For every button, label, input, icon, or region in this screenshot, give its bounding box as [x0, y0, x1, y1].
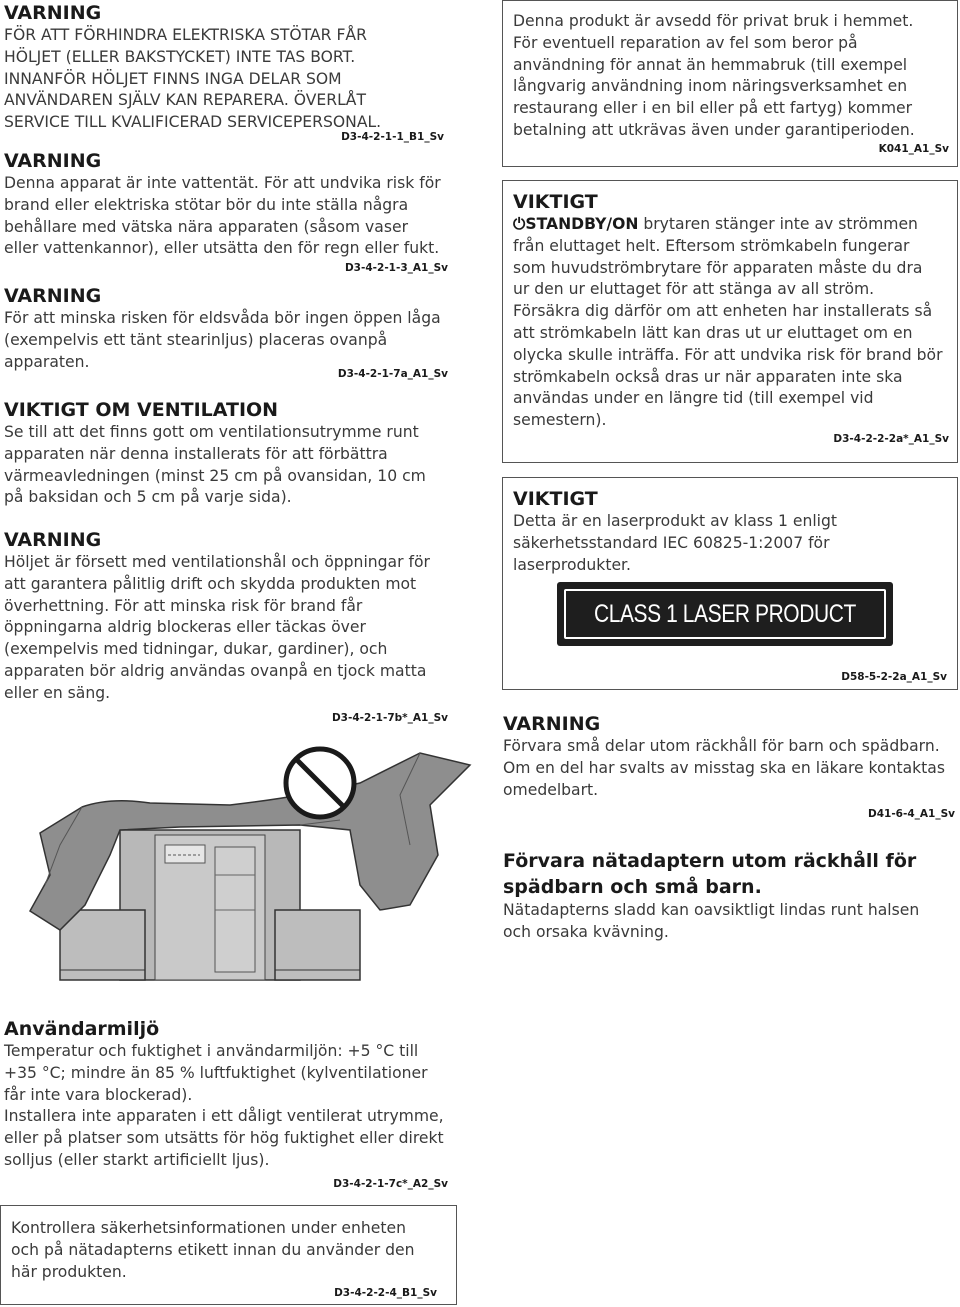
body-text: [11, 1218, 446, 1283]
text-line: INNANFÖR HÖLJET FINNS INGA DELAR SOM: [4, 69, 342, 88]
text-line: från eluttaget helt. Eftersom strömkabeln fungerar: [513, 236, 910, 255]
doc-code: K041_A1_Sv: [878, 142, 949, 155]
text-line: apparaten när denna installerats för att förbättra: [4, 444, 388, 463]
text-line: apparaten bör aldrig användas ovanpå en tjock matta: [4, 661, 427, 680]
text-line: laserprodukter.: [513, 555, 631, 574]
ventilation-illustration: [0, 735, 500, 985]
text-line: olycka skulle inträffa. För att undvika risk för brand bör: [513, 345, 943, 364]
text-line: HÖLJET (ELLER BAKSTYCKET) INTE TAS BORT.: [4, 47, 356, 66]
heading-line: spädbarn och små barn.: [503, 876, 762, 898]
text-line: att strömkabeln lätt kan dras ut ur eluttaget om en: [513, 323, 913, 342]
doc-code: D41-6-4_A1_Sv: [868, 808, 955, 821]
small-parts-section: [503, 713, 955, 821]
heading: VARNING: [4, 150, 102, 172]
laser-box: [502, 477, 958, 690]
text-line: Denna apparat är inte vattentät. För att undvika risk för: [4, 174, 441, 192]
body-text: [4, 422, 448, 509]
text-line: användning för annat än hemmabruk (till exempel: [513, 55, 908, 74]
power-icon: ⏻: [513, 215, 526, 233]
heading-line: Förvara nätadaptern utom räckhåll för: [503, 850, 917, 872]
heading: Användarmiljö: [4, 1018, 160, 1040]
text-line: Förvara små delar utom räckhåll för barn och spädbarn.: [503, 737, 940, 755]
private-use-box: [502, 0, 958, 167]
text-line: värmeavledningen (minst 25 cm på ovansidan, 10 cm: [4, 466, 426, 485]
text-line: semestern).: [513, 411, 607, 430]
doc-code: D3-4-2-1-7a_A1_Sv: [337, 368, 448, 381]
standby-box: [502, 180, 958, 463]
text-line: Höljet är försett med ventilationshål och öppningar för: [4, 553, 430, 571]
warning-section-2: [4, 150, 448, 275]
body-text: [4, 25, 444, 134]
text-line: Denna produkt är avsedd för privat bruk i hemmet.: [513, 12, 914, 30]
text-line: [513, 214, 949, 236]
text-line: långvarig användning inom näringsverksamhet en: [513, 77, 908, 96]
heading: VARNING: [4, 285, 102, 307]
body-text: [513, 214, 949, 432]
heading: [503, 848, 955, 900]
body-text: [4, 552, 448, 705]
ventilation-section: [4, 399, 448, 509]
text-line: ur den ur eluttaget för att stänga av all ström.: [513, 280, 875, 299]
text-line: och orsaka kvävning.: [503, 922, 669, 941]
body-text: [513, 11, 949, 142]
doc-code: D3-4-2-1-7c*_A2_Sv: [333, 1177, 448, 1190]
text-line: här produkten.: [11, 1262, 127, 1281]
body-text: [4, 173, 448, 260]
body-text: [513, 511, 949, 576]
text-line: Om en del har svalts av misstag ska en läkare kontaktas: [503, 758, 945, 777]
text-line: ANVÄNDAREN SJÄLV KAN REPARERA. ÖVERLÅT: [4, 91, 366, 110]
laser-label-inner: [564, 589, 886, 639]
text-line: på baksidan och 5 cm på varje sida).: [4, 488, 292, 507]
environment-section: [4, 1018, 448, 1191]
text-line: och på nätadapterns etikett innan du använder den: [11, 1240, 415, 1259]
heading: VIKTIGT: [513, 191, 598, 213]
text-line: eller en säng.: [4, 683, 111, 702]
doc-code: D58-5-2-2a_A1_Sv: [841, 671, 947, 683]
text-line: användas under en längre tid (till exempel vid: [513, 389, 874, 408]
text-line: eller på platser som utsätts för hög fuktighet eller direkt: [4, 1129, 444, 1148]
text-line: +35 °C; mindre än 85 % luftfuktighet (kylventilationer: [4, 1063, 428, 1082]
laser-class-label: [557, 582, 893, 646]
no-covering-prohibition-icon: [0, 735, 500, 985]
laser-label-text: CLASS 1 LASER PRODUCT: [594, 599, 856, 628]
text-line: eller vattenkannor), eller utsätta den för regn eller fukt.: [4, 239, 440, 258]
text-line: som huvudströmbrytare för apparaten måste du dra: [513, 258, 923, 277]
text-line: omedelbart.: [503, 780, 599, 799]
doc-code: D3-4-2-1-1_B1_Sv: [341, 130, 444, 143]
text-line: restaurang eller i en bil eller på ett fartyg) kommer: [513, 99, 913, 118]
text-line: att garantera pålitlig drift och skydda produkten mot: [4, 574, 417, 593]
body-text: [4, 1041, 448, 1172]
body-text: [503, 736, 955, 801]
warning-section-4: [4, 529, 448, 725]
heading: VARNING: [4, 2, 102, 24]
text-line: får inte vara blockerad).: [4, 1085, 193, 1104]
text-line: brand eller elektriska stötar bör du inte ställa några: [4, 195, 409, 214]
text-line: Temperatur och fuktighet i användarmiljön: +5 °C till: [4, 1042, 419, 1060]
text-line: Kontrollera säkerhetsinformationen under enheten: [11, 1219, 406, 1237]
text-line: Nätadapterns sladd kan oavsiktligt lindas runt halsen: [503, 901, 920, 919]
text-line: betalning att utkrävas även under garantiperioden.: [513, 120, 915, 139]
warning-section-3: [4, 285, 448, 381]
body-text: [503, 900, 955, 944]
text-line: För eventuell reparation av fel som beror på: [513, 33, 858, 52]
text-line: solljus (eller starkt artificiellt ljus).: [4, 1150, 270, 1169]
text-line: Detta är en laserprodukt av klass 1 enligt: [513, 512, 838, 530]
text-line: öppningarna aldrig blockeras eller täckas över: [4, 618, 366, 637]
text-line: apparaten.: [4, 352, 90, 371]
warning-section-1: [4, 2, 444, 144]
text-line: För att minska risken för eldsvåda bör ingen öppen låga: [4, 309, 441, 327]
doc-code: D3-4-2-1-7b*_A1_Sv: [331, 711, 448, 724]
text-fragment: brytaren stänger inte av strömmen: [638, 215, 918, 233]
text-line: FÖR ATT FÖRHINDRA ELEKTRISKA STÖTAR FÅR: [4, 26, 367, 44]
heading: VIKTIGT: [513, 488, 598, 510]
text-line: Se till att det finns gott om ventilationsutrymme runt: [4, 423, 419, 441]
text-line: (exempelvis med tidningar, dukar, gardiner), och: [4, 640, 388, 659]
doc-code: D3-4-2-2-4_B1_Sv: [334, 1287, 437, 1300]
heading: VARNING: [503, 713, 601, 735]
text-line: SERVICE TILL KVALIFICERAD SERVICEPERSONAL.: [4, 113, 382, 132]
doc-code: D3-4-2-1-3_A1_Sv: [344, 262, 448, 275]
text-line: överhettning. För att minska risk för brand får: [4, 596, 363, 615]
text-line: strömkabeln också dras ur när apparaten inte ska: [513, 367, 903, 386]
standby-label: STANDBY/ON: [525, 215, 639, 233]
safety-info-box: [0, 1205, 457, 1305]
doc-code: D3-4-2-2-2a*_A1_Sv: [833, 432, 949, 445]
heading: VIKTIGT OM VENTILATION: [4, 399, 279, 421]
text-line: Försäkra dig därför om att enheten har installerats så: [513, 302, 933, 321]
body-text: [4, 308, 448, 373]
heading: VARNING: [4, 529, 102, 551]
text-line: behållare med vätska nära apparaten (såsom vaser: [4, 217, 408, 236]
text-line: (exempelvis ett tänt stearinljus) placeras ovanpå: [4, 330, 388, 349]
adapter-section: [503, 848, 955, 944]
text-line: säkerhetsstandard IEC 60825-1:2007 för: [513, 533, 830, 552]
text-line: Installera inte apparaten i ett dåligt ventilerat utrymme,: [4, 1107, 444, 1126]
